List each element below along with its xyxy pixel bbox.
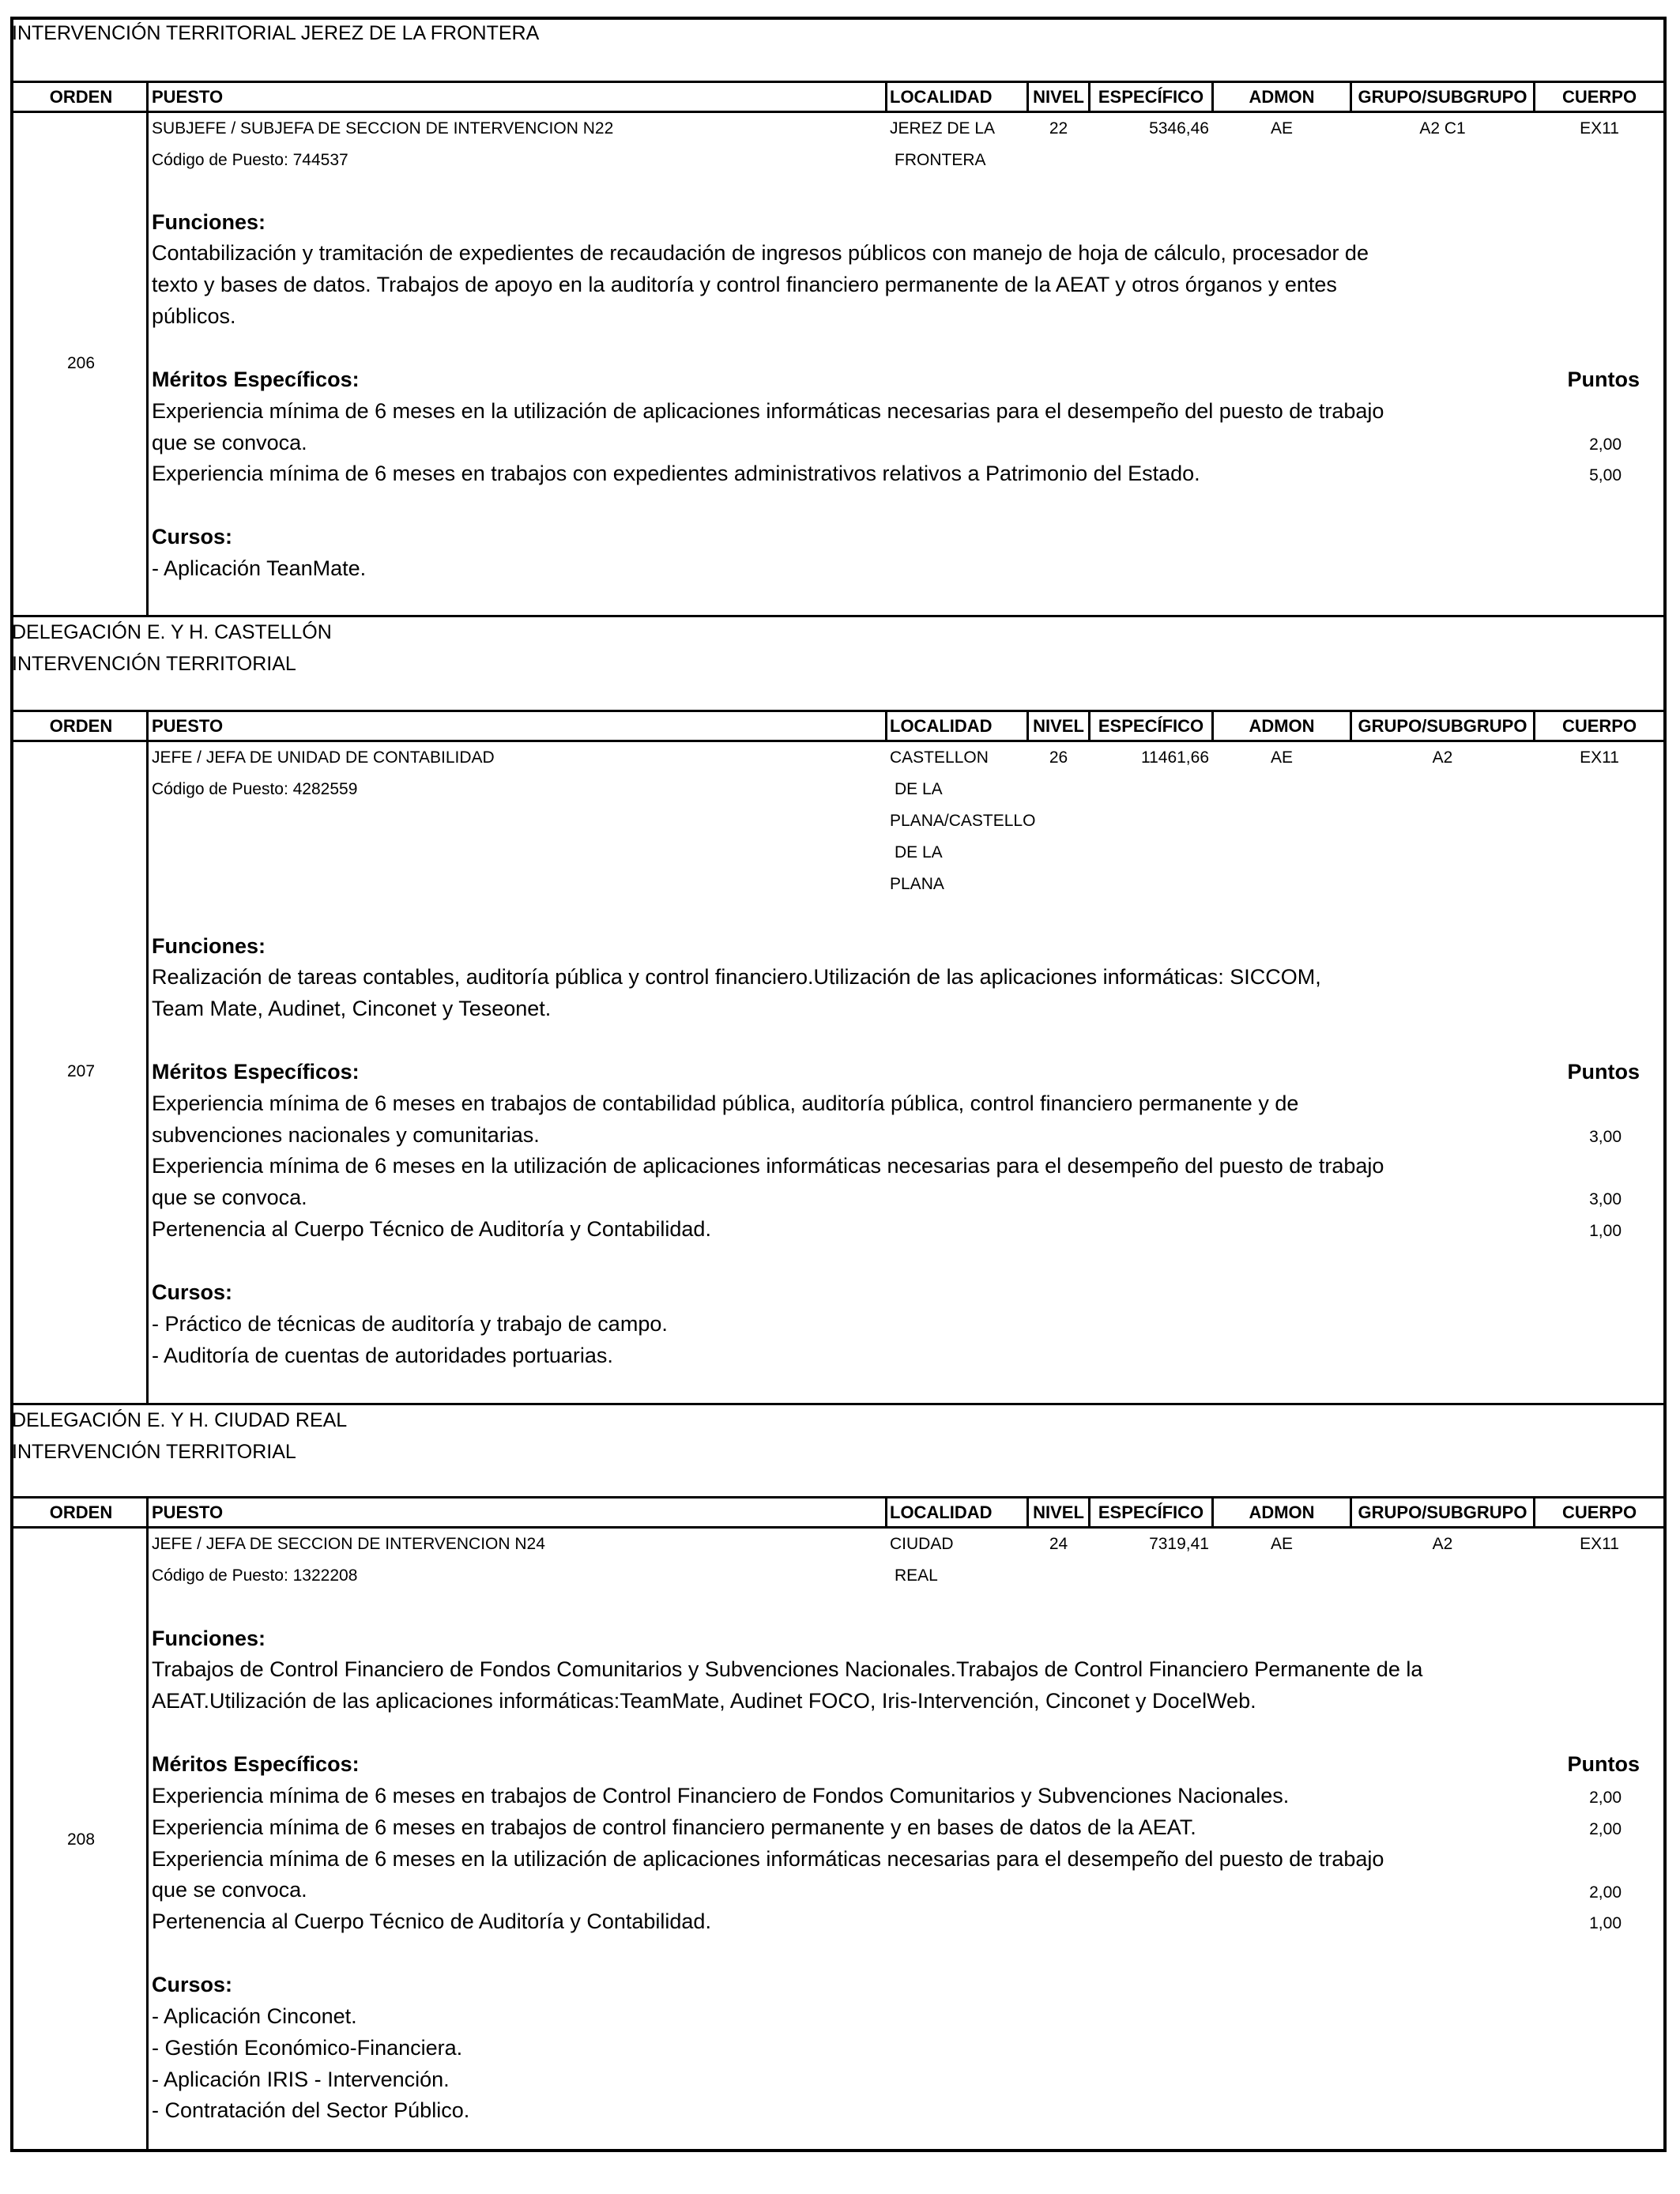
puntos-value: 2,00 <box>1589 1883 1622 1902</box>
localidad-line: DE LA <box>895 780 943 798</box>
puntos-value: 2,00 <box>1589 435 1622 454</box>
funciones-line: Team Mate, Audinet, Cinconet y Teseonet. <box>152 997 552 1020</box>
especifico-value: 7319,41 <box>1149 1535 1209 1553</box>
header-divider <box>885 81 887 111</box>
header-localidad: LOCALIDAD <box>890 716 993 736</box>
orden-value: 206 <box>66 354 96 372</box>
funciones-line: públicos. <box>152 304 236 328</box>
puntos-label: Puntos <box>1567 1752 1640 1776</box>
funciones-line: Realización de tareas contables, auditoría pública y control financiero.Utilización de las aplicaciones informáticas: SICCOM, <box>152 965 1321 989</box>
header-cuerpo: CUERPO <box>1561 1502 1637 1522</box>
section-title: DELEGACIÓN E. Y H. CIUDAD REAL <box>12 1409 348 1431</box>
merito-line: Experiencia mínima de 6 meses en la utilización de aplicaciones informáticas necesarias para el desempeño del puesto de trabajo <box>152 399 1384 423</box>
section-title: DELEGACIÓN E. Y H. CASTELLÓN <box>12 621 332 643</box>
cuerpo-value: EX11 <box>1580 1535 1619 1553</box>
localidad-line: REAL <box>895 1566 938 1585</box>
codigo-puesto: Código de Puesto: 4282559 <box>152 780 358 798</box>
merito-line: Experiencia mínima de 6 meses en la utilización de aplicaciones informáticas necesarias para el desempeño del puesto de trabajo <box>152 1154 1384 1178</box>
cuerpo-value: EX11 <box>1580 748 1619 767</box>
puntos-value: 1,00 <box>1589 1222 1622 1240</box>
curso-line: - Aplicación Cinconet. <box>152 2004 357 2028</box>
header-orden: ORDEN <box>49 87 113 107</box>
funciones-label: Funciones: <box>152 1627 266 1650</box>
cursos-label: Cursos: <box>152 525 233 548</box>
header-grupo: GRUPO/SUBGRUPO <box>1358 716 1527 736</box>
merito-line: Experiencia mínima de 6 meses en trabajos con expedientes administrativos relativos a Patrimonio del Estado. <box>152 462 1200 485</box>
header-top-rule <box>10 81 1667 83</box>
merito-line: que se convoca. <box>152 431 307 454</box>
puntos-value: 2,00 <box>1589 1789 1622 1807</box>
meritos-label: Méritos Específicos: <box>152 1752 360 1776</box>
merito-line: Experiencia mínima de 6 meses en trabajos de Control Financiero de Fondos Comunitarios y Subvenciones Nacionales. <box>152 1784 1290 1808</box>
localidad-line: CASTELLON <box>890 748 989 767</box>
header-nivel: NIVEL <box>1033 1502 1084 1522</box>
meritos-label: Méritos Específicos: <box>152 1060 360 1084</box>
merito-line: Experiencia mínima de 6 meses en trabajos de control financiero permanente y en bases de datos de la AEAT. <box>152 1815 1196 1839</box>
puesto-title: JEFE / JEFA DE SECCION DE INTERVENCION N24 <box>152 1535 545 1553</box>
localidad-line: FRONTERA <box>895 151 986 169</box>
puntos-value: 3,00 <box>1589 1190 1622 1208</box>
header-orden: ORDEN <box>49 1502 113 1522</box>
header-admon: ADMON <box>1249 87 1315 107</box>
header-puesto: PUESTO <box>152 716 224 736</box>
header-divider <box>885 710 887 740</box>
cursos-label: Cursos: <box>152 1280 233 1304</box>
nivel-value: 22 <box>1049 119 1068 138</box>
merito-line: subvenciones nacionales y comunitarias. <box>152 1123 540 1147</box>
section-separator <box>10 615 1667 617</box>
cursos-label: Cursos: <box>152 1973 233 1996</box>
curso-line: - Gestión Económico-Financiera. <box>152 2036 463 2060</box>
puesto-title: JEFE / JEFA DE UNIDAD DE CONTABILIDAD <box>152 748 495 767</box>
header-top-rule <box>10 710 1667 712</box>
puntos-value: 3,00 <box>1589 1128 1622 1146</box>
curso-line: - Práctico de técnicas de auditoría y trabajo de campo. <box>152 1312 668 1336</box>
nivel-value: 24 <box>1049 1535 1068 1553</box>
grupo-value: A2 <box>1432 748 1453 767</box>
funciones-label: Funciones: <box>152 210 266 234</box>
localidad-line: PLANA <box>890 875 944 893</box>
cuerpo-value: EX11 <box>1580 119 1619 138</box>
localidad-line: CIUDAD <box>890 1535 954 1553</box>
curso-line: - Auditoría de cuentas de autoridades portuarias. <box>152 1344 613 1367</box>
header-top-rule <box>10 1496 1667 1498</box>
admon-value: AE <box>1270 1535 1293 1553</box>
puntos-value: 5,00 <box>1589 466 1622 484</box>
grupo-value: A2 C1 <box>1419 119 1466 138</box>
header-puesto: PUESTO <box>152 1502 224 1522</box>
nivel-value: 26 <box>1049 748 1068 767</box>
localidad-line: DE LA <box>895 843 943 861</box>
header-grupo: GRUPO/SUBGRUPO <box>1358 87 1527 107</box>
header-orden: ORDEN <box>49 716 113 736</box>
header-cuerpo: CUERPO <box>1561 87 1637 107</box>
orden-column-divider <box>146 1496 149 2152</box>
header-puesto: PUESTO <box>152 87 224 107</box>
puntos-label: Puntos <box>1567 368 1640 391</box>
curso-line: - Contratación del Sector Público. <box>152 2098 470 2122</box>
funciones-line: AEAT.Utilización de las aplicaciones informáticas:TeamMate, Audinet FOCO, Iris-Intervención, Cinconet y DocelWeb. <box>152 1689 1256 1713</box>
header-admon: ADMON <box>1249 1502 1315 1522</box>
orden-column-divider <box>146 81 149 616</box>
especifico-value: 11461,66 <box>1140 748 1209 767</box>
header-localidad: LOCALIDAD <box>890 1502 993 1522</box>
header-bottom-rule <box>10 111 1667 113</box>
grupo-value: A2 <box>1432 1535 1453 1553</box>
meritos-label: Méritos Específicos: <box>152 368 360 391</box>
header-admon: ADMON <box>1249 716 1315 736</box>
puntos-label: Puntos <box>1567 1060 1640 1084</box>
section-subtitle: INTERVENCIÓN TERRITORIAL <box>12 653 296 675</box>
section-subtitle: INTERVENCIÓN TERRITORIAL <box>12 1441 296 1463</box>
header-cuerpo: CUERPO <box>1561 716 1637 736</box>
puntos-value: 1,00 <box>1589 1914 1622 1932</box>
codigo-puesto: Código de Puesto: 1322208 <box>152 1566 358 1585</box>
merito-line: Pertenencia al Cuerpo Técnico de Auditoría y Contabilidad. <box>152 1217 711 1241</box>
codigo-puesto: Código de Puesto: 744537 <box>152 151 348 169</box>
merito-line: que se convoca. <box>152 1878 307 1902</box>
header-bottom-rule <box>10 740 1667 742</box>
section-title: INTERVENCIÓN TERRITORIAL JEREZ DE LA FRONTERA <box>12 22 540 44</box>
header-especifico: ESPECÍFICO <box>1098 1502 1204 1522</box>
funciones-line: Trabajos de Control Financiero de Fondos Comunitarios y Subvenciones Nacionales.Trabajos de Control Financiero Permanente de la <box>152 1657 1423 1681</box>
header-especifico: ESPECÍFICO <box>1098 716 1204 736</box>
funciones-line: Contabilización y tramitación de expedientes de recaudación de ingresos públicos con manejo de hoja de cálculo, procesador de <box>152 241 1369 265</box>
header-especifico: ESPECÍFICO <box>1098 87 1204 107</box>
admon-value: AE <box>1270 748 1293 767</box>
merito-line: Pertenencia al Cuerpo Técnico de Auditoría y Contabilidad. <box>152 1909 711 1933</box>
header-bottom-rule <box>10 1526 1667 1529</box>
orden-value: 207 <box>66 1062 96 1080</box>
merito-line: Experiencia mínima de 6 meses en la utilización de aplicaciones informáticas necesarias para el desempeño del puesto de trabajo <box>152 1847 1384 1871</box>
header-divider <box>885 1496 887 1526</box>
orden-column-divider <box>146 710 149 1404</box>
header-localidad: LOCALIDAD <box>890 87 993 107</box>
localidad-line: PLANA/CASTELLO <box>890 812 1036 830</box>
header-nivel: NIVEL <box>1033 716 1084 736</box>
orden-value: 208 <box>66 1830 96 1849</box>
curso-line: - Aplicación TeanMate. <box>152 556 367 580</box>
curso-line: - Aplicación IRIS - Intervención. <box>152 2068 450 2091</box>
especifico-value: 5346,46 <box>1149 119 1209 138</box>
funciones-label: Funciones: <box>152 934 266 958</box>
puesto-title: SUBJEFE / SUBJEFA DE SECCION DE INTERVENCION N22 <box>152 119 614 138</box>
header-grupo: GRUPO/SUBGRUPO <box>1358 1502 1527 1522</box>
section-separator <box>10 1403 1667 1405</box>
merito-line: Experiencia mínima de 6 meses en trabajos de contabilidad pública, auditoría pública, control financiero permanente y de <box>152 1091 1299 1115</box>
puntos-value: 2,00 <box>1589 1820 1622 1838</box>
admon-value: AE <box>1270 119 1293 138</box>
localidad-line: JEREZ DE LA <box>890 119 996 138</box>
funciones-line: texto y bases de datos. Trabajos de apoyo en la auditoría y control financiero permanente de la AEAT y otros órganos y entes <box>152 273 1337 296</box>
merito-line: que se convoca. <box>152 1186 307 1209</box>
header-nivel: NIVEL <box>1033 87 1084 107</box>
